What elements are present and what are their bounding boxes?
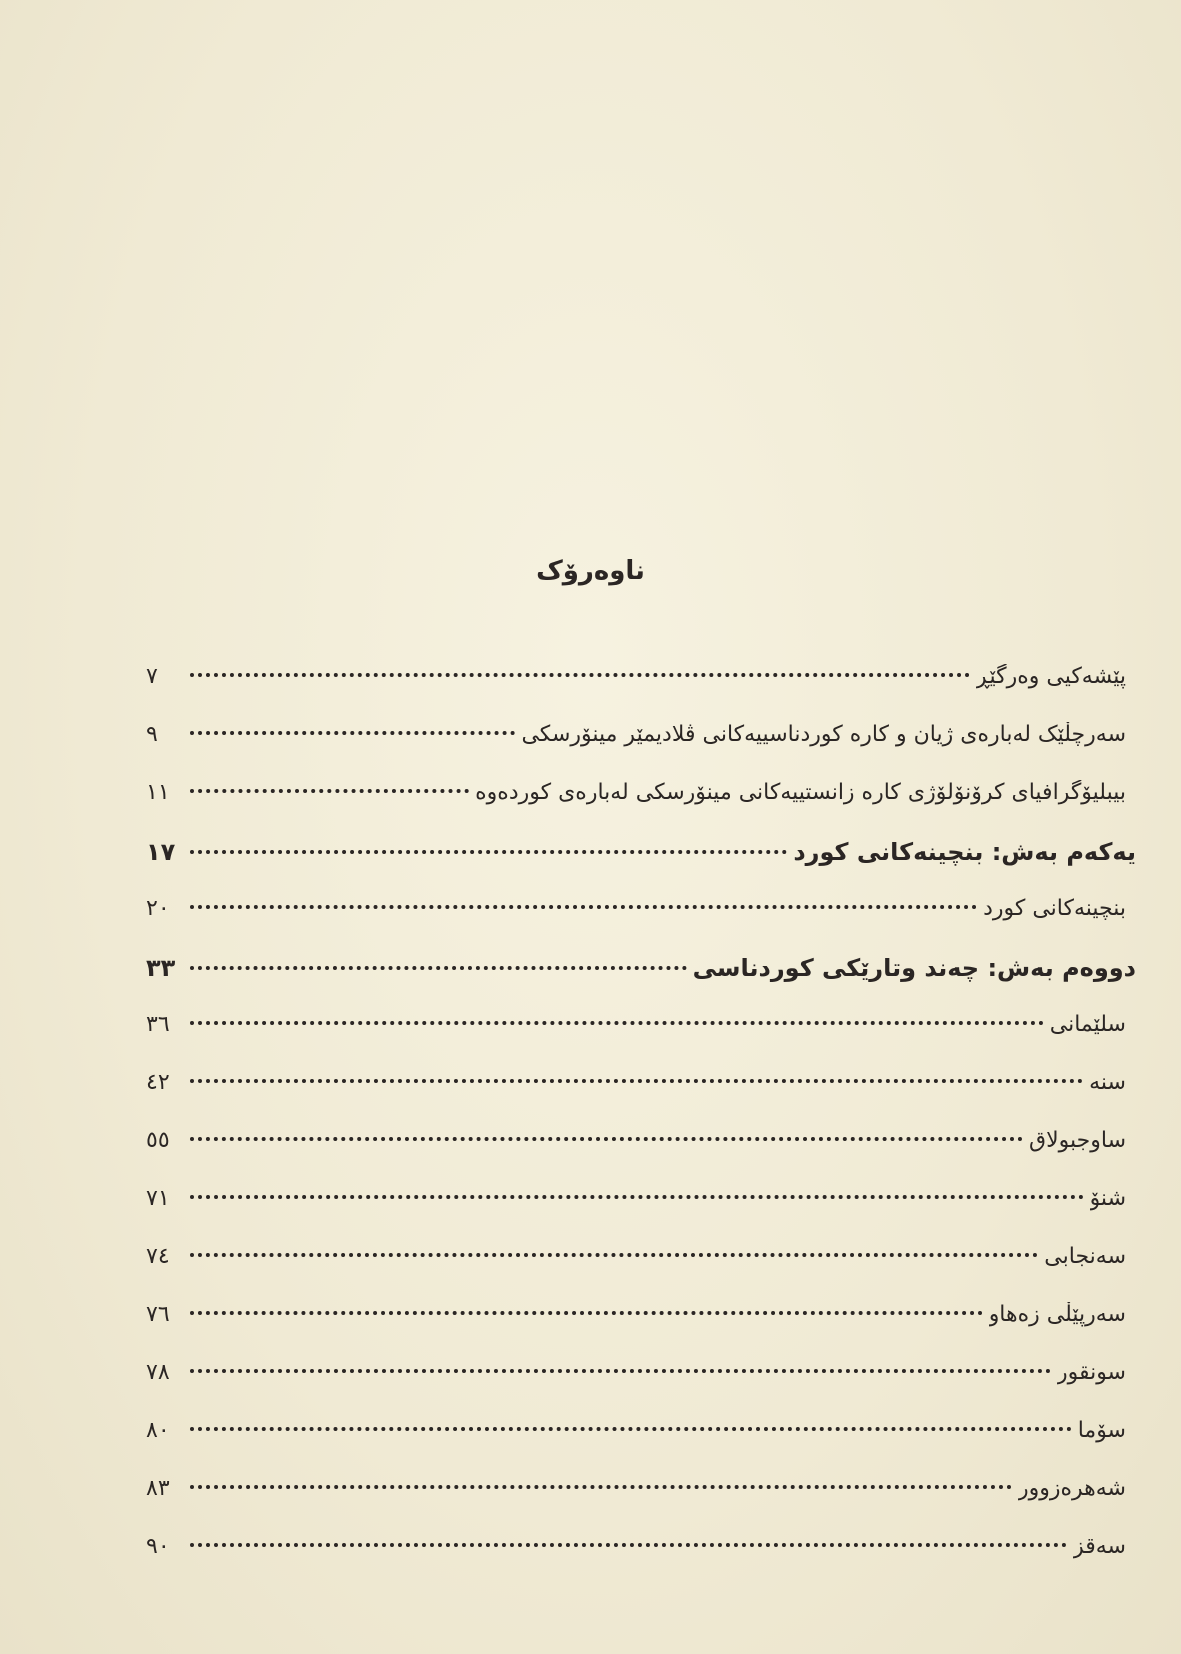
toc-entry xyxy=(146,1012,1136,1070)
dot-leader xyxy=(190,789,469,793)
toc-entry xyxy=(146,722,1136,780)
toc-entry-label: بیبلیۆگرافیای کرۆنۆلۆژی کارە زانستییەکانی مینۆرسکی لەبارەی کوردەوە xyxy=(475,780,1126,805)
toc-chapter-heading xyxy=(146,838,1136,896)
toc-entry xyxy=(146,1360,1136,1418)
dot-leader xyxy=(190,1427,1072,1431)
toc-entry xyxy=(146,1302,1136,1360)
table-of-contents xyxy=(146,664,1136,1592)
toc-entry-label: سونقور xyxy=(1056,1360,1126,1385)
toc-entry xyxy=(146,1186,1136,1244)
dot-leader xyxy=(190,966,687,970)
toc-entry-label: شەهرەزوور xyxy=(1018,1476,1126,1501)
toc-page-number: ٣٣ xyxy=(146,954,176,982)
toc-entry xyxy=(146,1244,1136,1302)
toc-entry-label: سەنجابی xyxy=(1044,1244,1126,1269)
toc-chapter-label: یەکەم بەش: بنچینەکانی کورد xyxy=(793,838,1136,866)
toc-entry xyxy=(146,1418,1136,1476)
toc-entry-label: پێشەکیی وەرگێڕ xyxy=(976,664,1126,689)
toc-page-number: ٧ xyxy=(146,664,158,689)
toc-entry-label: بنچینەکانی کورد xyxy=(983,896,1126,921)
dot-leader xyxy=(190,1021,1044,1025)
dot-leader xyxy=(190,673,970,677)
toc-entry xyxy=(146,780,1136,838)
toc-entry xyxy=(146,1534,1136,1592)
toc-entry xyxy=(146,896,1136,954)
toc-entry-label: سلێمانی xyxy=(1049,1012,1126,1037)
toc-page-number: ٣٦ xyxy=(146,1012,170,1037)
toc-page-number: ٧١ xyxy=(146,1186,170,1211)
toc-page-number: ١١ xyxy=(146,780,170,805)
dot-leader xyxy=(190,905,977,909)
toc-entry-label: سەرپێڵی زەهاو xyxy=(988,1302,1126,1327)
toc-entry-label: سۆما xyxy=(1077,1418,1126,1443)
toc-entry-label: سەقز xyxy=(1073,1534,1126,1559)
toc-page-number: ١٧ xyxy=(146,838,176,866)
dot-leader xyxy=(190,731,515,735)
dot-leader xyxy=(190,1311,983,1315)
toc-page-number: ٧٦ xyxy=(146,1302,170,1327)
toc-page-number: ٩٠ xyxy=(146,1534,170,1559)
toc-page-number: ٨٣ xyxy=(146,1476,170,1501)
toc-chapter-heading xyxy=(146,954,1136,1012)
toc-entry xyxy=(146,1070,1136,1128)
toc-entry-label: سنە xyxy=(1089,1070,1126,1095)
dot-leader xyxy=(190,1369,1051,1373)
toc-page-number: ٧٨ xyxy=(146,1360,170,1385)
dot-leader xyxy=(190,1079,1083,1083)
toc-entry xyxy=(146,1128,1136,1186)
toc-entry-label: شنۆ xyxy=(1089,1186,1126,1211)
toc-page-number: ٩ xyxy=(146,722,158,747)
dot-leader xyxy=(190,850,787,854)
toc-entry xyxy=(146,1476,1136,1534)
dot-leader xyxy=(190,1137,1023,1141)
toc-page-number: ٥٥ xyxy=(146,1128,170,1153)
dot-leader xyxy=(190,1543,1067,1547)
toc-page-number: ٧٤ xyxy=(146,1244,170,1269)
toc-chapter-label: دووەم بەش: چەند وتارێکی کوردناسی xyxy=(692,954,1136,982)
toc-entry xyxy=(146,664,1136,722)
toc-page-number: ٨٠ xyxy=(146,1418,170,1443)
page-title: ناوەرۆک xyxy=(536,556,645,586)
dot-leader xyxy=(190,1253,1038,1257)
toc-page-number: ٤٢ xyxy=(146,1070,170,1095)
dot-leader xyxy=(190,1485,1012,1489)
toc-entry-label: سەرچڵێک لەبارەی ژیان و کارە کوردناسییەکانی ڤلادیمێر مینۆرسکی xyxy=(521,722,1126,747)
toc-page-number: ٢٠ xyxy=(146,896,170,921)
dot-leader xyxy=(190,1195,1084,1199)
toc-entry-label: ساوجبولاق xyxy=(1029,1128,1126,1153)
